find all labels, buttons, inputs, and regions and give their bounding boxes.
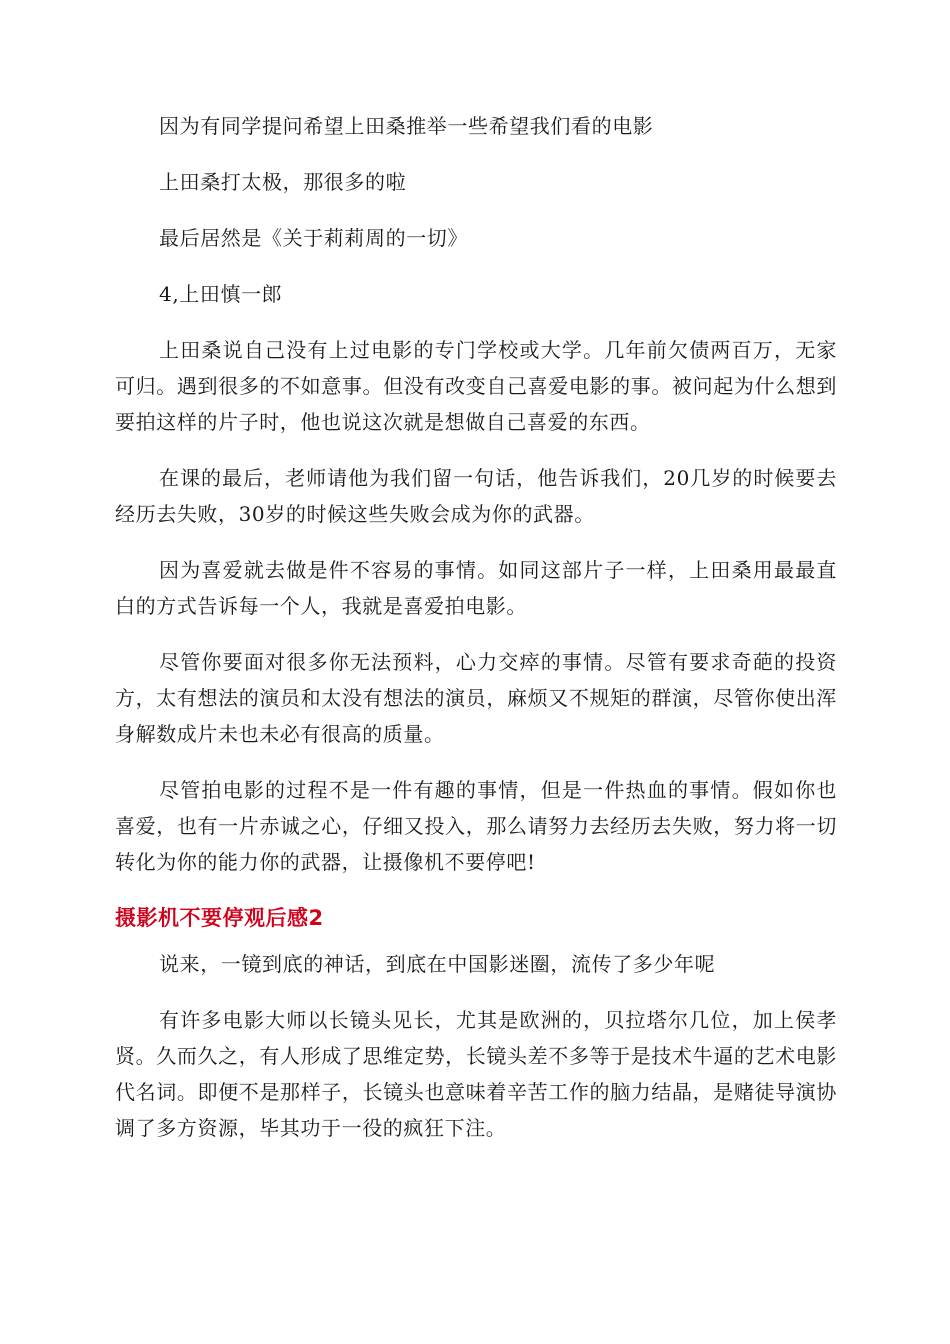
paragraph: 在课的最后，老师请他为我们留一句话，他告诉我们，20几岁的时候要去经历去失败，30岁的时候这些失败会成为你的武器。 [115, 466, 837, 526]
paragraph: 说来，一镜到底的神话，到底在中国影迷圈，流传了多少年呢 [159, 952, 716, 976]
paragraph: 4,上田慎一郎 [159, 282, 283, 306]
document-body [115, 108, 837, 1166]
paragraph: 最后居然是《关于莉莉周的一切》 [159, 226, 468, 250]
paragraph: 尽管拍电影的过程不是一件有趣的事情，但是一件热血的事情。假如你也喜爱，也有一片赤诚之心，仔细又投入，那么请努力去经历去失败，努力将一切转化为你的能力你的武器，让摄像机不要停吧! [115, 778, 837, 874]
paragraph: 因为喜爱就去做是件不容易的事情。如同这部片子一样，上田桑用最最直白的方式告诉每一个人，我就是喜爱拍电影。 [115, 558, 837, 618]
paragraph: 尽管你要面对很多你无法预料，心力交瘁的事情。尽管有要求奇葩的投资方，太有想法的演员和太没有想法的演员，麻烦又不规矩的群演，尽管你使出浑身解数成片未也未必有很高的质量。 [115, 650, 837, 746]
paragraph: 因为有同学提问希望上田桑推举一些希望我们看的电影 [159, 114, 654, 138]
section-heading: 摄影机不要停观后感2 [115, 906, 324, 930]
paragraph: 上田桑打太极，那很多的啦 [159, 170, 407, 194]
paragraph: 上田桑说自己没有上过电影的专门学校或大学。几年前欠债两百万，无家可归。遇到很多的不如意事。但没有改变自己喜爱电影的事。被问起为什么想到要拍这样的片子时，他也说这次就是想做自己喜爱的东西。 [115, 338, 837, 434]
paragraph: 有许多电影大师以长镜头见长，尤其是欧洲的，贝拉塔尔几位，加上侯孝贤。久而久之，有人形成了思维定势，长镜头差不多等于是技术牛逼的艺术电影代名词。即便不是那样子，长镜头也意味着辛苦工作的脑力结晶，是赌徒导演协调了多方资源，毕其功于一役的疯狂下注。 [115, 1008, 837, 1140]
